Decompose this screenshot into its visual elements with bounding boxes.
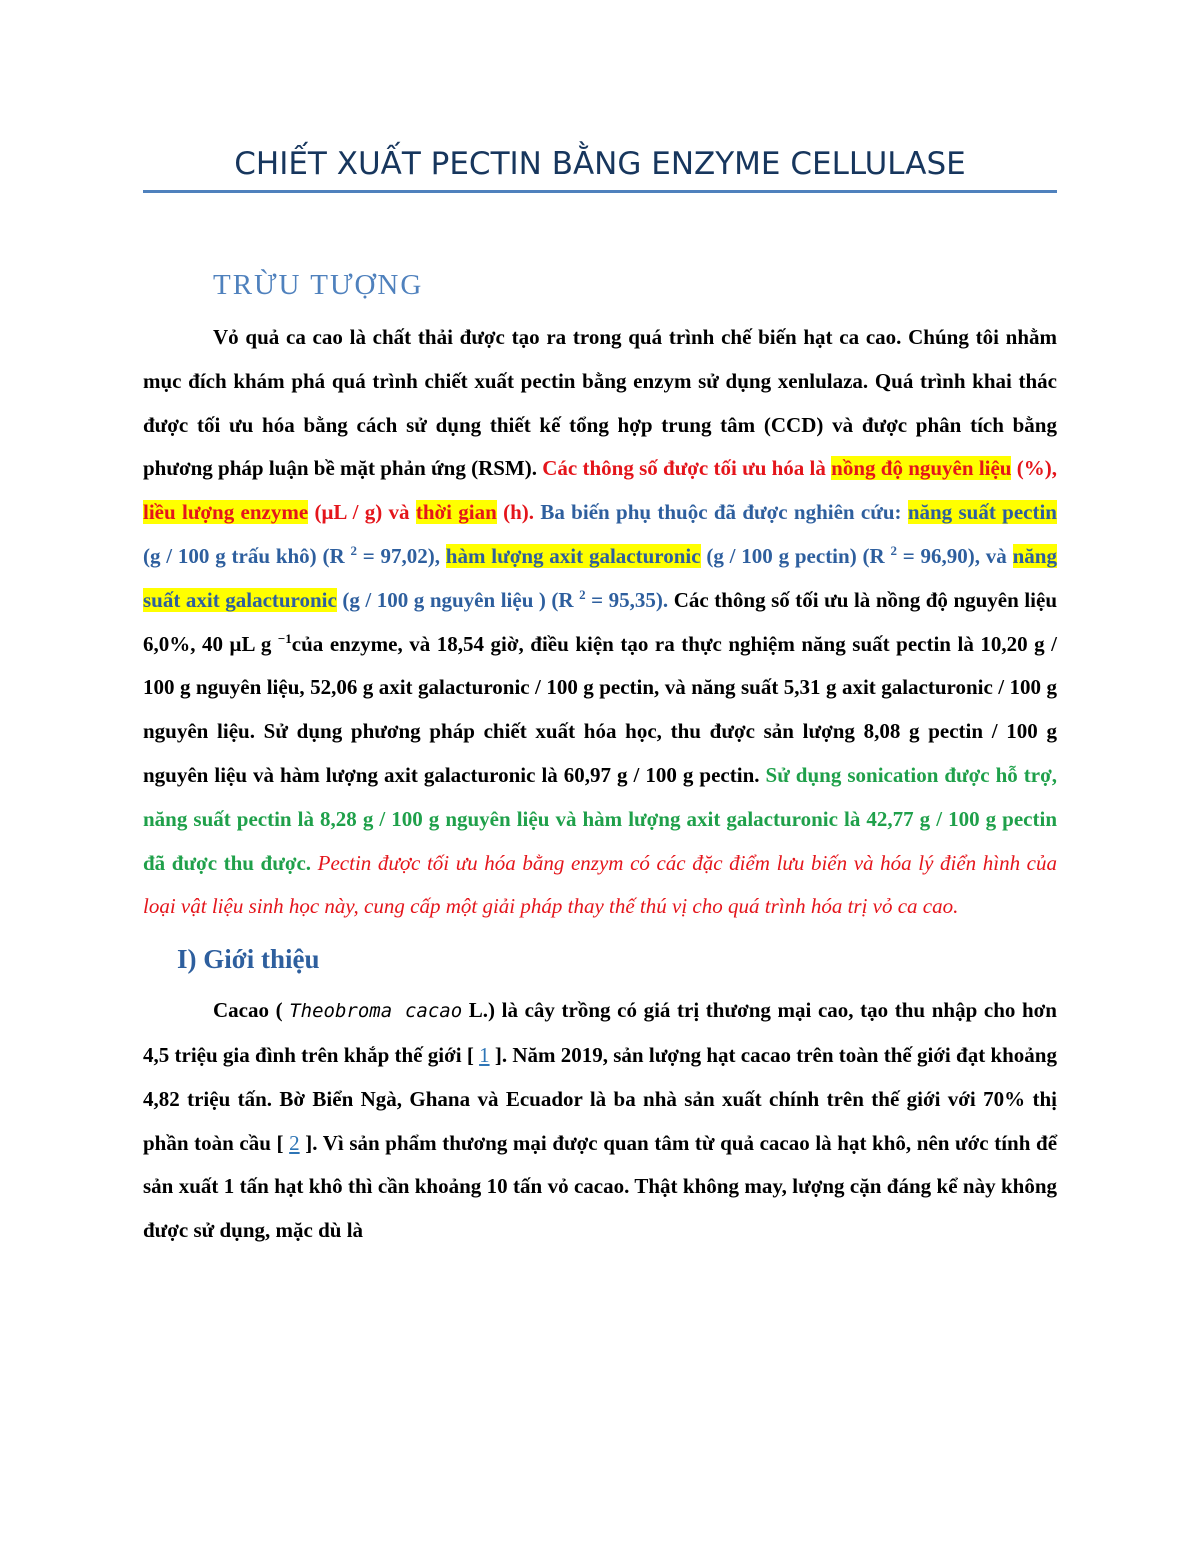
intro-heading: I) Giới thiệu — [177, 944, 320, 975]
document-title: CHIẾT XUẤT PECTIN BẰNG ENZYME CELLULASE — [234, 146, 966, 182]
abstract-optimized-params: Các thông số được tối ưu hóa là nồng độ nguyên liệu (%), liều lượng enzyme (μL / g) và thời gian (h). — [143, 456, 1057, 525]
abstract-paragraph — [143, 316, 1057, 929]
intro-paragraph: Cacao ( Theobroma cacao L.) là cây trồng có giá trị thương mại cao, tạo thu nhập cho hơn 4,5 triệu gia đình trên khắp thế giới [ 1 ]. Năm 2019, sản lượng hạt cacao trên toàn thế giới đạt khoảng 4,82 triệu tấn. Bờ Biển Ngà, Ghana và Ecuador là ba nhà sản xuất chính trên thế giới với 70% thị phần toàn cầu [ 2 ]. Vì sản phẩm thương mại được quan tâm từ quả cacao là hạt khô, nên ước tính để sản xuất 1 tấn hạt khô thì cần khoảng 10 tấn vỏ cacao. Thật không may, lượng cặn đáng kể này không được sử dụng, mặc dù là — [143, 998, 1058, 1243]
title-underline — [143, 190, 1057, 193]
highlight-time: thời gian — [415, 500, 497, 525]
abstract-optimum-text: Các thông số tối ưu là nồng độ nguyên liệu 6,0%, 40 μL g $^{-1}$của enzyme, và 18,54 giờ, điều kiện tạo ra thực nghiệm năng suất pectin là 10,20 g / 100 g nguyên liệu, 52,06 g axit galacturonic / 100 g pectin, và năng suất 5,31 g axit galacturonic / 100 g nguyên liệu. Sử dụng phương pháp chiết xuất hóa học, thu được sản lượng 8,08 g pectin / 100 g nguyên liệu và hàm lượng axit galacturonic là 60,97 g / 100 g pectin. — [143, 587, 1057, 787]
species-name: Theobroma cacao — [289, 1000, 463, 1023]
highlight-galacturonic-content: hàm lượng axit galacturonic — [445, 543, 701, 568]
citation-link-2[interactable]: 2 — [289, 1130, 300, 1155]
abstract-text-1: Vỏ quả ca cao là chất thải được tạo ra trong quá trình chế biến hạt ca cao. Chúng tôi nhằm mục đích khám phá quá trình chiết xuất pectin bằng enzym sử dụng xenlulaza. Quá trình khai thác được tối ưu hóa bằng cách sử dụng thiết kế tổng hợp trung tâm (CCD) và được phân tích bằng phương pháp luận bề mặt phản ứng (RSM). — [143, 325, 1057, 481]
abstract-heading: TRỪU TƯỢNG — [213, 269, 424, 301]
highlight-concentration: nồng độ nguyên liệu — [831, 456, 1012, 481]
highlight-galacturonic-yield: năng suất axit galacturonic — [143, 543, 1057, 612]
highlight-enzyme-dose: liều lượng enzyme — [143, 500, 309, 525]
highlight-pectin-yield: năng suất pectin — [907, 500, 1057, 525]
abstract-sonication-text: Sử dụng sonication được hỗ trợ, năng suất pectin là 8,28 g / 100 g nguyên liệu và hàm lượng axit galacturonic là 42,77 g / 100 g pectin đã được thu được. — [143, 762, 1057, 875]
citation-link-1[interactable]: 1 — [479, 1042, 490, 1067]
abstract-conclusion-text: Pectin được tối ưu hóa bằng enzym có các đặc điểm lưu biến và hóa lý điển hình của loại vật liệu sinh học này, cung cấp một giải pháp thay thế thú vị cho quá trình hóa trị vỏ ca cao. — [143, 850, 1057, 919]
abstract-dependent-vars: Ba biến phụ thuộc đã được nghiên cứu: năng suất pectin (g / 100 g trấu khô) (R $^2$ = 97,02), hàm lượng axit galacturonic (g / 100 g pectin) (R $^2$ = 96,90), và năng suất axit galacturonic (g / 100 g nguyên liệu ) (R $^2$ = 95,35). — [143, 500, 1057, 612]
